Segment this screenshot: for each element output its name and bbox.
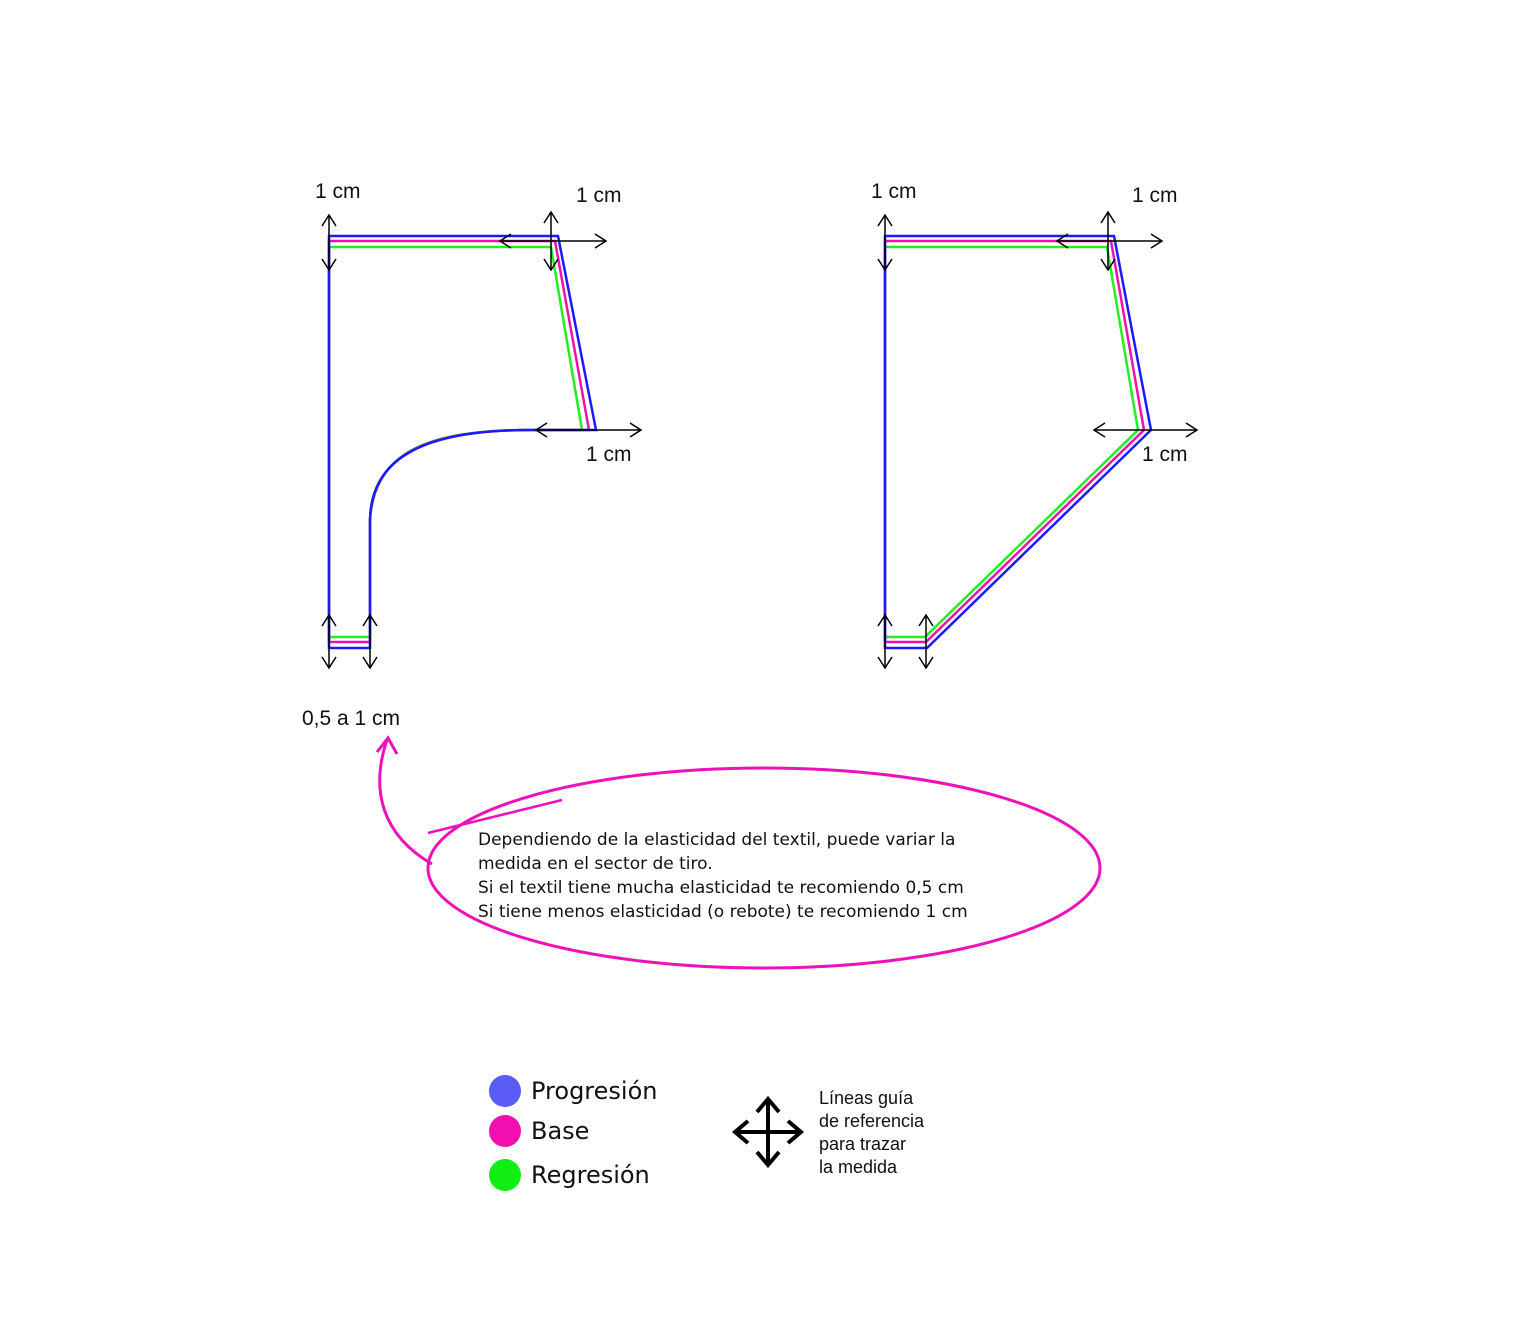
- four-way-arrow-icon: [735, 1099, 801, 1165]
- legend-dot-regresion: [489, 1159, 521, 1191]
- legend-dot-progresion: [489, 1075, 521, 1107]
- right-base-outline: [885, 241, 1144, 642]
- left-regresion-outline: [329, 247, 582, 637]
- legend-dot-base: [489, 1115, 521, 1147]
- legend-item-base: [489, 1115, 589, 1147]
- right-progresion-outline: [885, 236, 1151, 648]
- right-regresion-outline: [885, 247, 1138, 637]
- legend-label: Regresión: [531, 1161, 650, 1189]
- guide-line: la medida: [819, 1157, 898, 1177]
- right-pattern-piece: [878, 212, 1197, 668]
- left-bottom-label: 0,5 a 1 cm: [302, 707, 401, 730]
- callout-arrowhead: [377, 738, 397, 754]
- left-mid-label: 1 cm: [586, 443, 632, 466]
- left-pattern-piece: [322, 212, 641, 668]
- right-top-right-label: 1 cm: [1132, 184, 1178, 207]
- right-mid-label: 1 cm: [1142, 443, 1188, 466]
- note-line: Dependiendo de la elasticidad del textil, puede variar la: [478, 830, 956, 850]
- legend-item-regresion: [489, 1159, 650, 1191]
- guide-line: de referencia: [819, 1111, 925, 1131]
- guide-line: para trazar: [819, 1134, 907, 1154]
- right-top-left-label: 1 cm: [871, 180, 917, 203]
- guide-line: Líneas guía: [819, 1088, 914, 1108]
- left-base-outline: [329, 241, 589, 642]
- left-top-left-label: 1 cm: [315, 180, 361, 203]
- note-line: Si el textil tiene mucha elasticidad te recomiendo 0,5 cm: [478, 878, 964, 898]
- legend-item-progresion: [489, 1075, 657, 1107]
- legend-guide-text: [819, 1087, 924, 1179]
- note-line: medida en el sector de tiro.: [478, 854, 713, 874]
- legend-label: Progresión: [531, 1077, 658, 1105]
- left-progresion-outline: [329, 236, 596, 648]
- callout-note: [478, 828, 1078, 924]
- legend-label: Base: [531, 1117, 590, 1145]
- left-top-right-label: 1 cm: [576, 184, 622, 207]
- callout-arrow: [380, 740, 432, 864]
- right-guide-lines: [878, 212, 1197, 668]
- note-line: Si tiene menos elasticidad (o rebote) te recomiendo 1 cm: [478, 902, 968, 922]
